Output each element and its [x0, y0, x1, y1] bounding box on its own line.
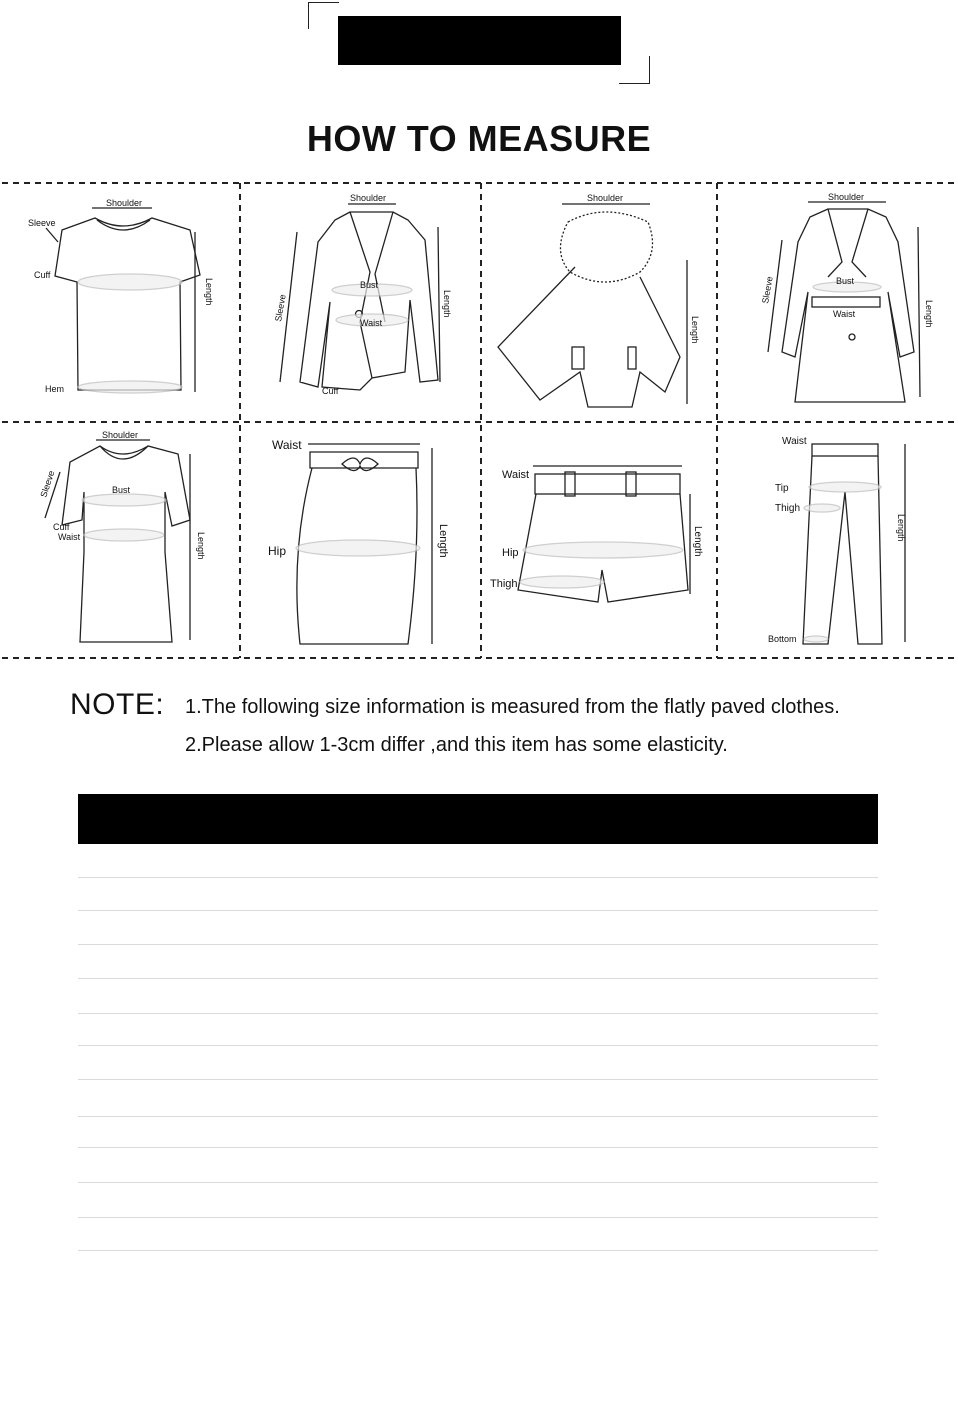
- table-row-divider: [78, 910, 878, 911]
- table-row-divider: [78, 1079, 878, 1080]
- note-line-1: 1.The following size information is measured from the flatly paved clothes.: [185, 696, 840, 718]
- label-waist: Waist: [360, 318, 383, 328]
- label-tip: Tip: [775, 483, 789, 494]
- label-sleeve: Sleeve: [28, 218, 56, 228]
- label-cuff: Cuff: [322, 386, 339, 396]
- table-row-divider: [78, 1217, 878, 1218]
- label-thigh: Thigh: [775, 503, 801, 514]
- note-line-2: 2.Please allow 1-3cm differ ,and this item has some elasticity.: [185, 734, 728, 756]
- corner-bracket-bottom-right: [619, 56, 650, 84]
- label-waist: Waist: [782, 436, 807, 447]
- label-waist: Waist: [58, 532, 81, 542]
- label-length: Length: [204, 278, 214, 306]
- label-shoulder: Shoulder: [102, 430, 139, 440]
- label-bust: Bust: [112, 485, 131, 495]
- label-length: Length: [896, 514, 906, 542]
- note-label: NOTE:: [70, 688, 165, 721]
- table-row-divider: [78, 1250, 878, 1251]
- label-length: Length: [442, 290, 452, 318]
- label-sleeve: Sleeve: [273, 293, 288, 323]
- measure-diagram-grid: [0, 182, 958, 660]
- table-row-divider: [78, 1013, 878, 1014]
- size-table-header: [78, 794, 878, 844]
- shorts-diagram: [518, 466, 690, 602]
- table-row-divider: [78, 944, 878, 945]
- label-length: Length: [692, 526, 703, 557]
- label-shoulder: Shoulder: [350, 193, 387, 203]
- label-length: Length: [196, 532, 206, 560]
- label-shoulder: Shoulder: [106, 198, 143, 208]
- banner-bar: [338, 16, 621, 65]
- label-sleeve: Sleeve: [760, 275, 775, 305]
- fur-hood-cape-diagram: [498, 204, 687, 407]
- label-length: Length: [437, 524, 449, 558]
- corner-bracket-top-left: [308, 2, 339, 29]
- label-length: Length: [690, 316, 700, 344]
- blazer-diagram: [280, 204, 440, 390]
- table-row-divider: [78, 1182, 878, 1183]
- table-row-divider: [78, 1045, 878, 1046]
- label-waist: Waist: [502, 469, 530, 481]
- label-sleeve: Sleeve: [38, 469, 57, 499]
- label-cuff: Cuff: [53, 522, 70, 532]
- skirt-diagram: [296, 444, 432, 644]
- label-hem: Hem: [45, 384, 65, 394]
- label-thigh: Thigh: [490, 578, 518, 590]
- table-row-divider: [78, 1116, 878, 1117]
- label-cuff: Cuff: [34, 270, 51, 280]
- label-shoulder: Shoulder: [828, 192, 865, 202]
- label-bust: Bust: [836, 276, 855, 286]
- label-hip: Hip: [502, 547, 519, 559]
- label-bottom: Bottom: [768, 634, 797, 644]
- table-row-divider: [78, 1147, 878, 1148]
- label-bust: Bust: [360, 280, 379, 290]
- label-waist: Waist: [272, 438, 302, 452]
- page-title: HOW TO MEASURE: [306, 118, 652, 159]
- belted-coat-diagram: [768, 202, 920, 402]
- table-row-divider: [78, 978, 878, 979]
- label-shoulder: Shoulder: [587, 193, 624, 203]
- table-row-divider: [78, 877, 878, 878]
- label-waist: Waist: [833, 309, 856, 319]
- label-hip: Hip: [268, 544, 287, 558]
- trousers-diagram: [803, 444, 905, 644]
- label-length: Length: [924, 300, 934, 328]
- t-shirt-diagram: [46, 208, 200, 393]
